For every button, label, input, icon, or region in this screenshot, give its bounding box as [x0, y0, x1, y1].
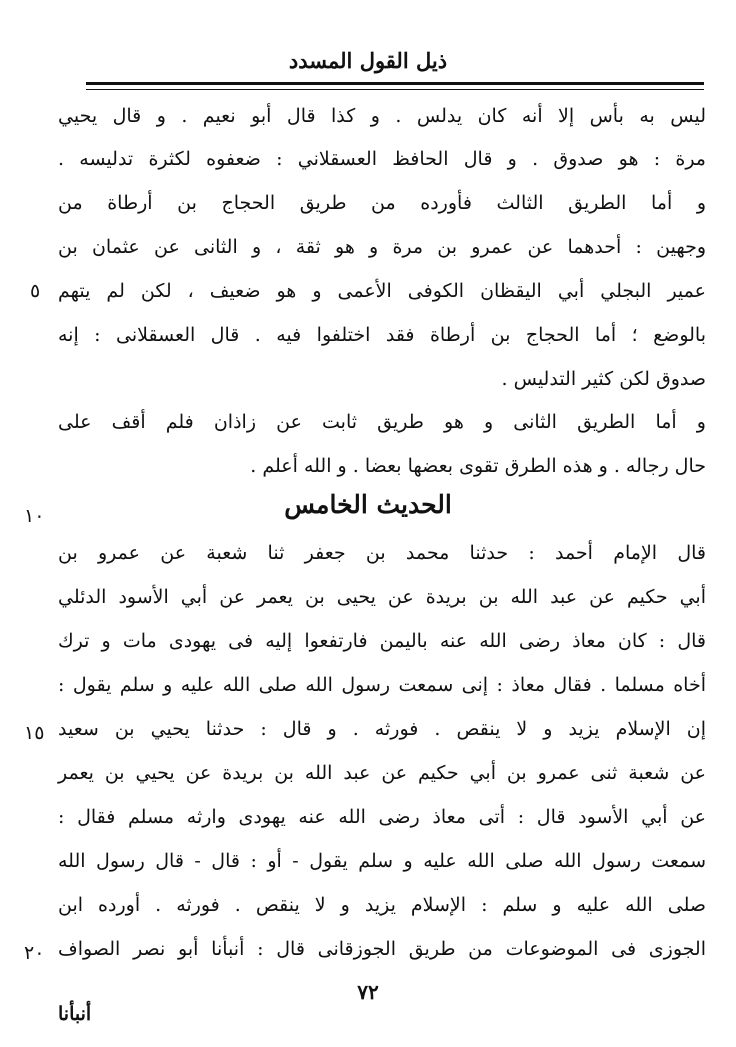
text-line: أخاه مسلما . فقال معاذ : إنى سمعت رسول الله صلى الله عليه و سلم يقول :	[58, 674, 706, 696]
text-line: عن شعبة ثنى عمرو بن أبي حكيم عن عبد الله بن بريدة عن يحيي بن يعمر	[58, 762, 706, 784]
section-heading: الحديث الخامس	[284, 490, 452, 519]
line-number: ٢٠	[24, 942, 45, 964]
running-header: ذيل القول المسدد	[288, 48, 448, 73]
text-line: الجوزى فى الموضوعات من طريق الجوزقانى قال : أنبأنا أبو نصر الصواف	[58, 938, 706, 960]
header-rule-thin	[86, 89, 704, 90]
text-line: بالوضع ؛ أما الحجاج بن أرطاة فقد اختلفوا فيه . قال العسقلانى : إنه	[58, 324, 706, 346]
catchword: أنبأنا	[58, 1003, 92, 1025]
text-line: صلى الله عليه و سلم : الإسلام يزيد و لا ينقص . فورثه . أورده ابن	[58, 894, 706, 916]
page-number: ٧٢	[357, 980, 379, 1004]
text-line: ليس به بأس إلا أنه كان يدلس . و كذا قال أبو نعيم . و قال يحيي	[58, 105, 706, 127]
text-line: سمعت رسول الله صلى الله عليه و سلم يقول - أو : قال - قال رسول الله	[58, 850, 706, 872]
text-line: عن أبي الأسود قال : أتى معاذ رضى الله عنه يهودى وارثه مسلم فقال :	[58, 806, 706, 828]
text-line: أبي حكيم عن عبد الله بن بريدة عن يحيى بن يعمر عن أبي الأسود الدئلي	[58, 586, 706, 608]
text-line: و أما الطريق الثالث فأورده من طريق الحجاج بن أرطاة من	[58, 192, 706, 214]
line-number: ٥	[30, 280, 41, 302]
text-line: عمير البجلي أبي اليقظان الكوفى الأعمى و هو ضعيف ، لكن لم يتهم	[58, 280, 706, 302]
text-line: مرة : هو صدوق . و قال الحافظ العسقلاني : ضعفوه لكثرة تدليسه .	[58, 148, 706, 170]
line-number: ١٥	[24, 722, 45, 744]
text-line: وجهين : أحدهما عن عمرو بن مرة و هو ثقة ، و الثانى عن عثمان بن	[58, 236, 706, 258]
line-number: ١٠	[24, 505, 45, 527]
header-rule-thick	[86, 82, 704, 85]
text-line: قال الإمام أحمد : حدثنا محمد بن جعفر ثنا شعبة عن عمرو بن	[58, 542, 706, 564]
text-line: قال : كان معاذ رضى الله عنه باليمن فارتفعوا إليه فى يهودى مات و ترك	[58, 630, 706, 652]
text-line: صدوق لكن كثير التدليس .	[501, 368, 706, 390]
text-line: و أما الطريق الثانى و هو طريق ثابت عن زاذان فلم أقف على	[58, 411, 706, 433]
text-line: إن الإسلام يزيد و لا ينقص . فورثه . و قال : حدثنا يحيي بن سعيد	[58, 718, 706, 740]
text-line: حال رجاله . و هذه الطرق تقوى بعضها بعضا . و الله أعلم .	[250, 455, 706, 477]
